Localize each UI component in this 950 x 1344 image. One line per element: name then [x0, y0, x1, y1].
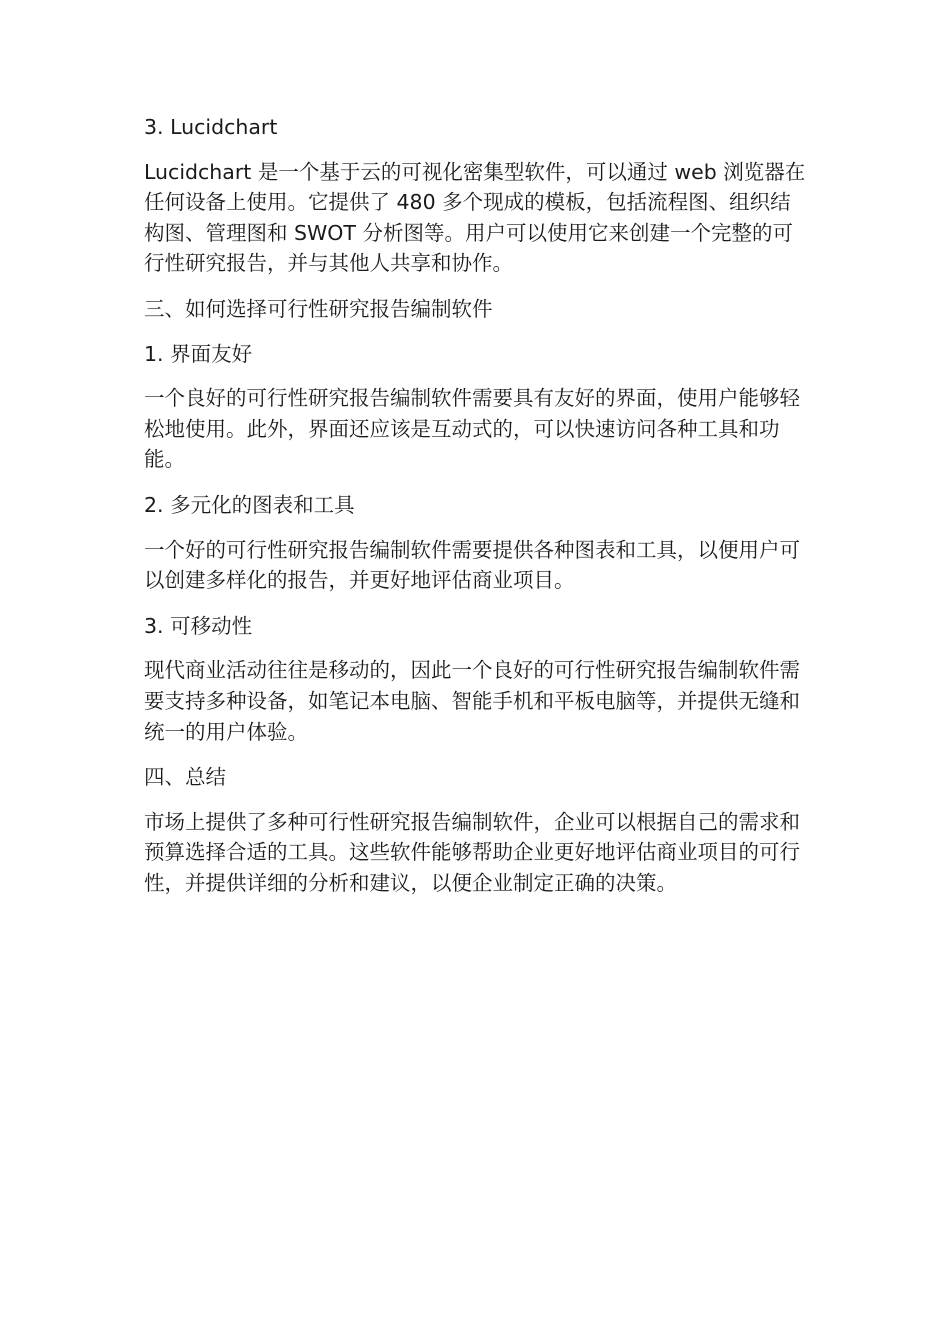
paragraph-lucidchart: Lucidchart 是一个基于云的可视化密集型软件，可以通过 web 浏览器在任何设备上使用。它提供了 480 多个现成的模板，包括流程图、组织结构图、管理图和 SWOT 分析图等。用户可以使用它来创建一个完整的可行性研究报告，并与其他人共享和协作。: [144, 159, 806, 276]
paragraph-mobility: 现代商业活动往往是移动的，因此一个良好的可行性研究报告编制软件需要支持多种设备，如笔记本电脑、智能手机和平板电脑等，并提供无缝和统一的用户体验。: [144, 658, 800, 744]
paragraph-friendly-interface: 一个良好的可行性研究报告编制软件需要具有友好的界面，使用户能够轻松地使用。此外，界面还应该是互动式的，可以快速访问各种工具和功能。: [144, 386, 800, 472]
subheading-friendly-interface: 1. 界面友好: [144, 341, 253, 366]
section-heading-lucidchart: 3. Lucidchart: [144, 115, 278, 139]
paragraph-summary: 市场上提供了多种可行性研究报告编制软件，企业可以根据自己的需求和预算选择合适的工具。这些软件能够帮助企业更好地评估商业项目的可行性，并提供详细的分析和建议，以便企业制定正确的决策。: [144, 809, 800, 895]
subheading-mobility: 3. 可移动性: [144, 613, 253, 638]
section-heading-how-to-choose: 三、如何选择可行性研究报告编制软件: [144, 296, 493, 321]
paragraph-diverse-charts: 一个好的可行性研究报告编制软件需要提供各种图表和工具，以便用户可以创建多样化的报告，并更好地评估商业项目。: [144, 537, 800, 593]
section-heading-summary: 四、总结: [144, 765, 226, 790]
subheading-diverse-charts: 2. 多元化的图表和工具: [144, 492, 355, 517]
document-page: [144, 112, 806, 913]
